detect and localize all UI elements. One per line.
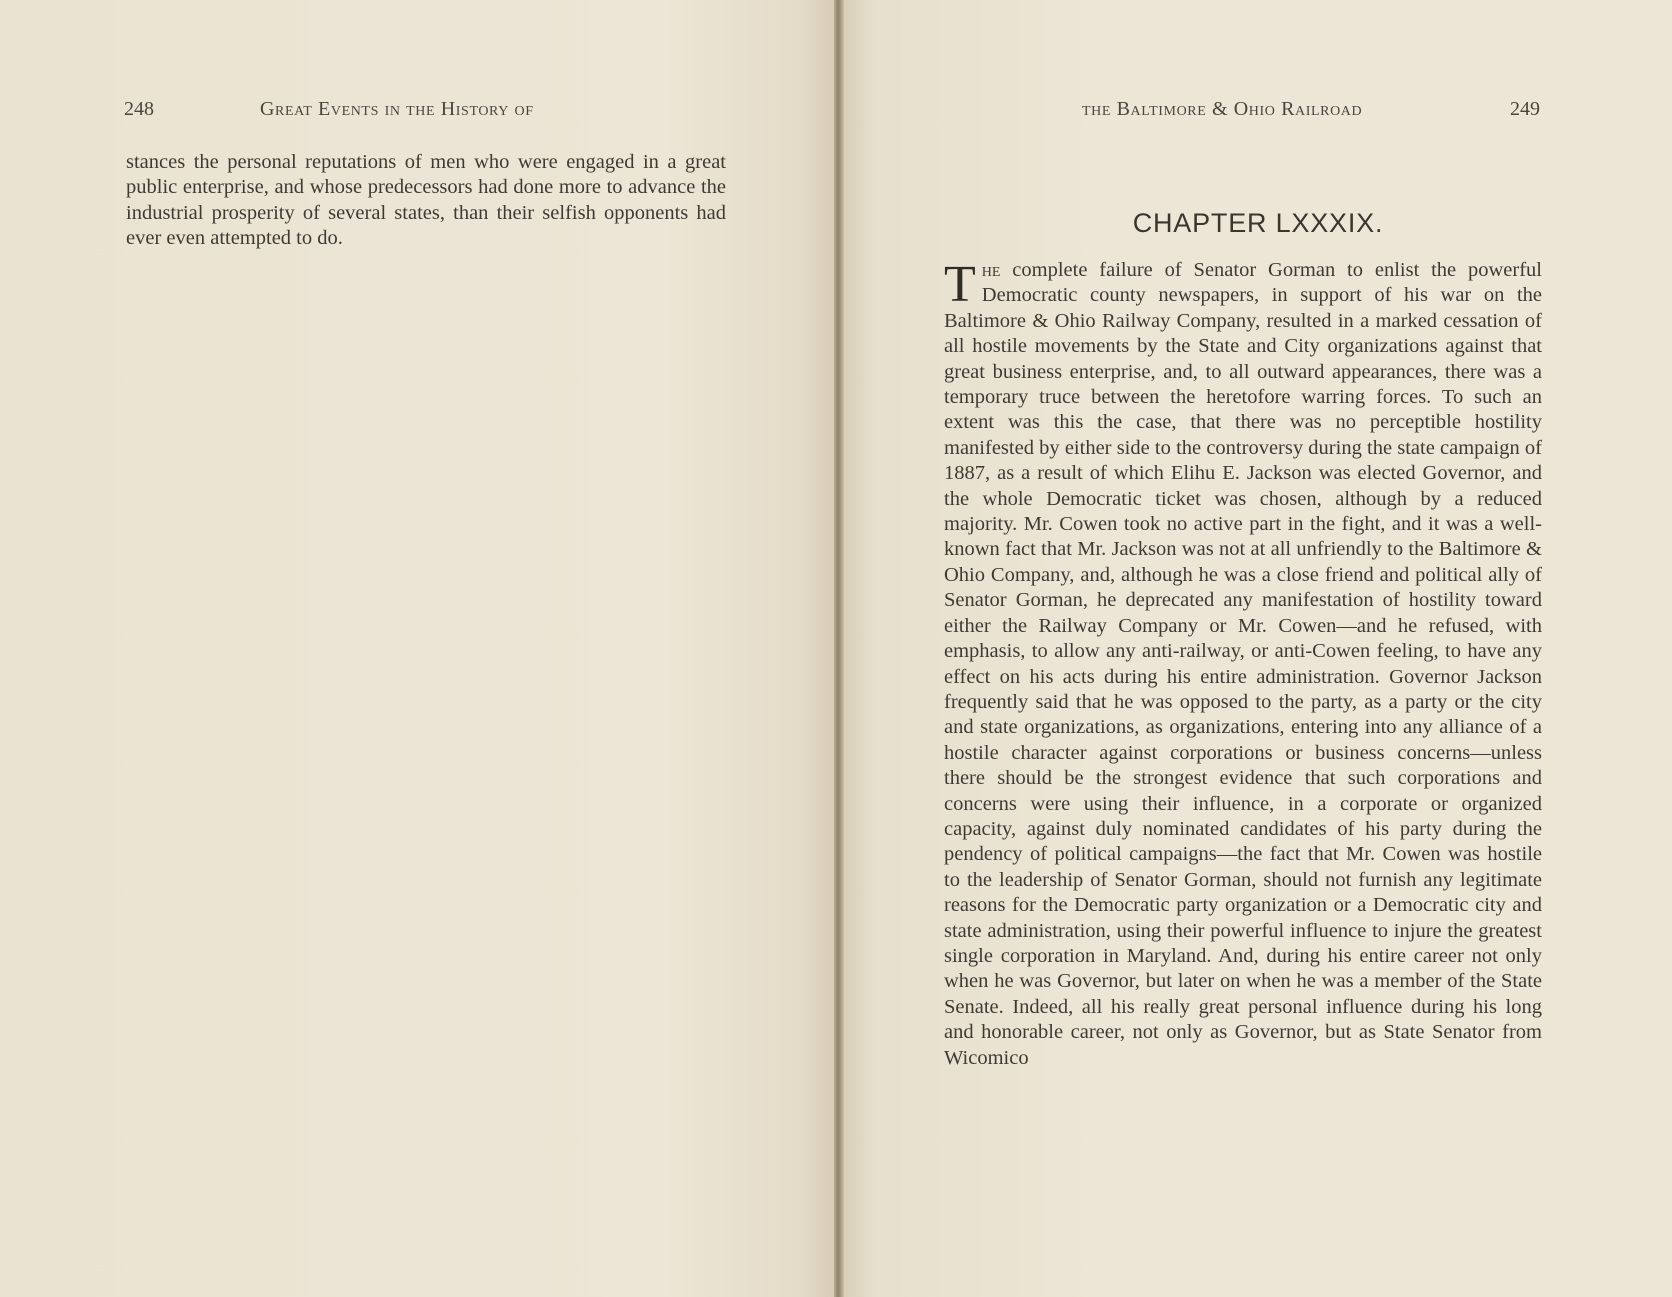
right-running-head: the Baltimore & Ohio Railroad (1082, 98, 1363, 120)
left-folio: 248 (124, 98, 154, 120)
drop-cap: T (944, 256, 976, 313)
left-running-head: Great Events in the History of (260, 98, 534, 120)
right-paragraph-body: complete failure of Senator Gorman to enlist the powerful Democratic county newspapers, in support of his war on the Baltimore & Ohio Railway Company, resulted in a marked cessation of all hostile movements by the State and City organizations against that great business enterprise, and, to all outward appearances, there was a temporary truce between the heretofore warring forces. To such an extent was this the case, that there was no perceptible hostility manifested by either side to the controversy during the state campaign of 1887, as a result of which Elihu E. Jackson was elected Governor, and the whole Democratic ticket was chosen, although by a reduced majority. Mr. Cowen took no active part in the fight, and it was a well-known fact that Mr. Jackson was not at all unfriendly to the Baltimore & Ohio Company, and, although he was a close friend and political ally of Senator Gorman, he deprecated any manifestation of hostility toward either the Railway Company or Mr. Cowen—and he refused, with emphasis, to allow any anti-railway, or anti-Cowen feeling, to have any effect on his acts during his entire administration. Governor Jackson frequently said that he was opposed to the party, as a party or the city and state organizations, as organizations, entering into any alliance of a hostile character against corporations or business concerns—unless there should be the strongest evidence that such corporations and concerns were using their influence, in a corporate or organized capacity, against duly nominated candidates of his party during the pendency of political campaigns—the fact that Mr. Cowen was hostile to the leadership of Senator Gorman, should not furnish any legitimate reasons for the Democratic party organization or a Democratic city and state administration, using their powerful influence to injure the greatest single corporation in Maryland. And, during his entire career not only when he was Governor, but later on when he was a member of the State Senate. Indeed, all his really great personal influence during his long and honorable career, not only as Governor, but as State Senator from Wicomico (944, 259, 1543, 1069)
left-page (0, 0, 834, 1297)
right-paragraph (944, 258, 1542, 1071)
left-paragraph: stances the personal reputations of men who were engaged in a great public enterprise, and whose predecessors had done more to advance the industrial prosperity of several states, than their selfish opponents had ever even attempted to do. (126, 151, 726, 250)
left-body-text (126, 150, 726, 252)
right-page (844, 0, 1672, 1297)
right-folio: 249 (1510, 98, 1540, 120)
chapter-title: CHAPTER LXXXIX. (1132, 208, 1384, 238)
book-gutter (834, 0, 844, 1297)
lead-small-caps: he (981, 259, 1001, 281)
right-body-text (944, 258, 1542, 1071)
